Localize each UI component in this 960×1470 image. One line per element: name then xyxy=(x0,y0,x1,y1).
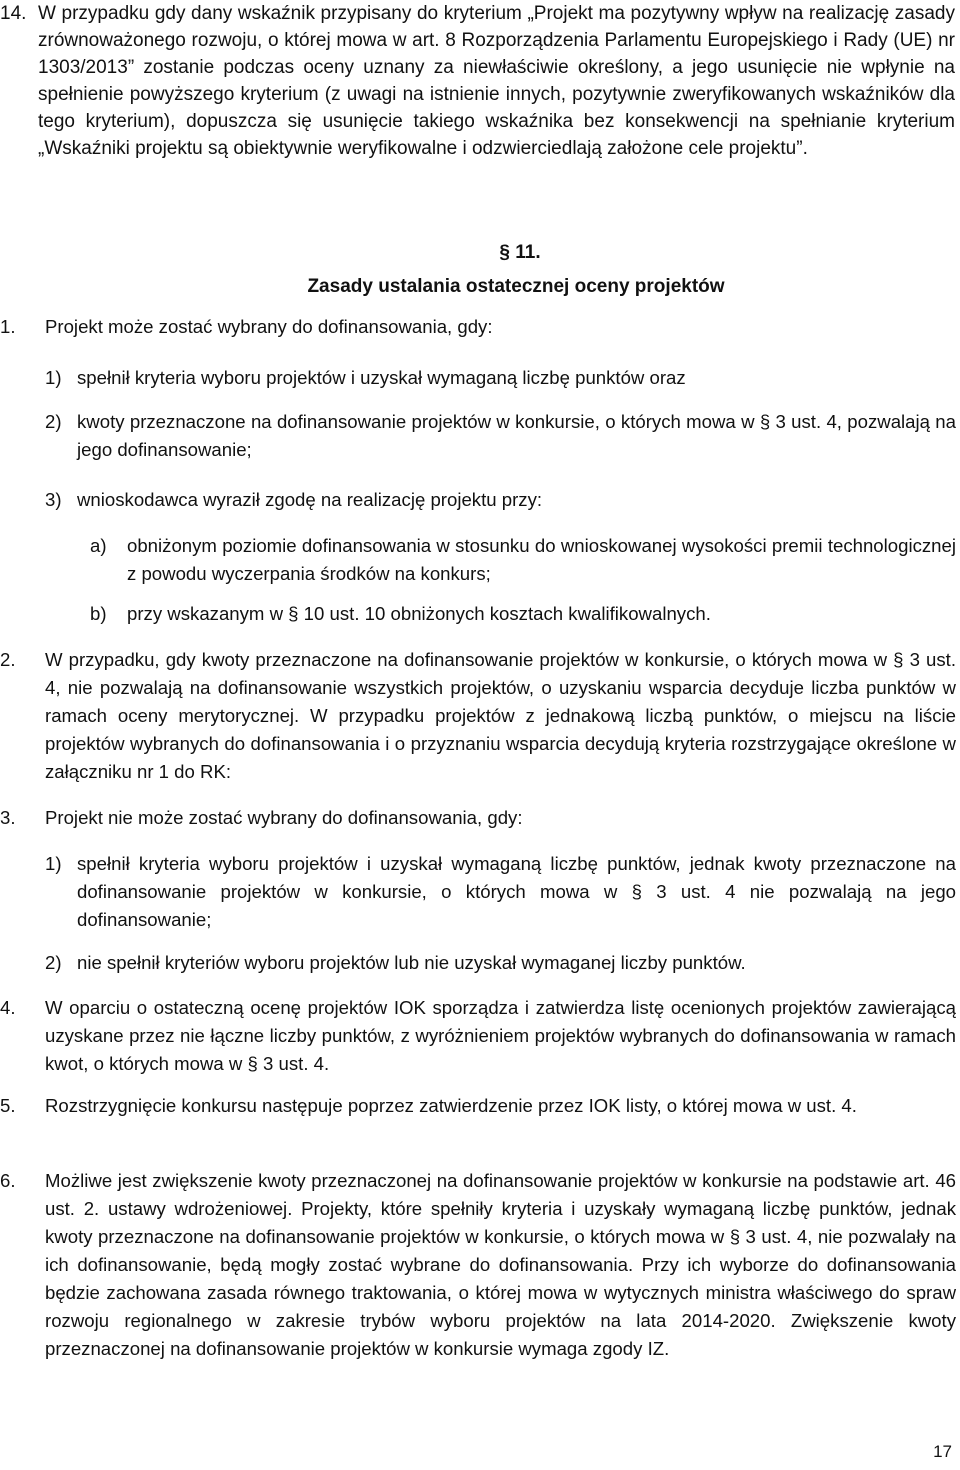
item-number: 2. xyxy=(0,649,16,670)
section-number: § 11. xyxy=(499,242,541,263)
list-item-3-2 xyxy=(45,949,956,977)
item-number: 2) xyxy=(45,411,62,432)
item-text: Projekt nie może zostać wybrany do dofinansowania, gdy: xyxy=(45,807,523,828)
item-text: Projekt może zostać wybrany do dofinansowania, gdy: xyxy=(45,316,493,337)
item-number: 1) xyxy=(45,367,62,388)
item-text: Możliwe jest zwiększenie kwoty przeznaczonej na dofinansowanie projektów w konkursie na podstawie art. 46 ust. 2. ustawy wdrożeniowej. Projekty, które spełniły kryteria i uzyskały wymaganą liczbę punktów, jednak kwoty przeznaczone na dofinansowanie projektów w konkursie, o których mowa w § 3 ust. 4, nie pozwalały na ich dofinansowanie, będą mogły zostać wybrane do dofinansowania. Przy ich wyborze do dofinansowania będzie zachowana zasada równego traktowania, o której mowa w wytycznych ministra właściwego do spraw rozwoju regionalnego w zakresie trybów wyboru projektów na lata 2014-2020. Zwiększenie kwoty przeznaczonej na dofinansowanie projektów w konkursie wymaga zgody IZ. xyxy=(45,1170,956,1359)
item-number: b) xyxy=(90,603,107,624)
list-item-2 xyxy=(0,646,956,786)
list-item-1 xyxy=(0,313,956,341)
page-number: 17 xyxy=(933,1442,952,1461)
item-number: 6. xyxy=(0,1170,16,1191)
item-number: 2) xyxy=(45,952,62,973)
item-number: 3) xyxy=(45,489,62,510)
item-text: W przypadku, gdy kwoty przeznaczone na dofinansowanie projektów w konkursie, o których mowa w § 3 ust. 4, nie pozwalają na dofinansowanie wszystkich projektów, o uzyskaniu wsparcia decyduje liczba punktów w ramach oceny merytorycznej. W przypadku projektów z jednakową liczbą punktów, o miejscu na liście projektów wybranych do dofinansowania i o przyznaniu wsparcia decydują kryteria rozstrzygające określone w załączniku nr 1 do RK: xyxy=(45,649,956,782)
item-number: 4. xyxy=(0,997,16,1018)
list-item-4 xyxy=(0,994,956,1078)
list-item-1-3-a xyxy=(90,532,956,588)
item-number: 1) xyxy=(45,853,62,874)
item-number: 1. xyxy=(0,316,16,337)
item-text: spełnił kryteria wyboru projektów i uzyskał wymaganą liczbę punktów oraz xyxy=(77,367,686,388)
list-item-1-3-b xyxy=(90,600,956,628)
paragraph-text: W przypadku gdy dany wskaźnik przypisany do kryterium „Projekt ma pozytywny wpływ na realizację zasady zrównoważonego rozwoju, o której mowa w art. 8 Rozporządzenia Parlamentu Europejskiego i Rady (UE) nr 1303/2013” zostanie podczas oceny uznany za niewłaściwie określony, a jego usunięcie nie wpłynie na spełnienie powyższego kryterium (z uwagi na istnienie innych, pozytywnie zweryfikowanych wskaźników dla tego kryterium), dopuszcza się usunięcie takiego wskaźnika bez konsekwencji na spełnianie kryterium „Wskaźniki projektu są obiektywnie weryfikowalne i odzwierciedlają założone cele projektu”. xyxy=(38,3,955,159)
item-text: spełnił kryteria wyboru projektów i uzyskał wymaganą liczbę punktów, jednak kwoty przeznaczone na dofinansowanie projektów w konkursie, o których mowa w § 3 ust. 4 nie pozwalają na jego dofinansowanie; xyxy=(77,853,956,930)
item-text: Rozstrzygnięcie konkursu następuje poprzez zatwierdzenie przez IOK listy, o której mowa w ust. 4. xyxy=(45,1095,857,1116)
item-number: 5. xyxy=(0,1095,16,1116)
item-number: a) xyxy=(90,535,107,556)
item-number: 3. xyxy=(0,807,16,828)
item-text: kwoty przeznaczone na dofinansowanie projektów w konkursie, o których mowa w § 3 ust. 4, pozwalają na jego dofinansowanie; xyxy=(77,411,956,460)
list-item-1-3 xyxy=(45,486,956,514)
paragraph-14 xyxy=(0,0,955,162)
list-item-1-1 xyxy=(45,364,956,392)
item-text: przy wskazanym w § 10 ust. 10 obniżonych kosztach kwalifikowalnych. xyxy=(127,603,711,624)
list-item-6 xyxy=(0,1167,956,1363)
item-text: W oparciu o ostateczną ocenę projektów IOK sporządza i zatwierdza listę ocenionych projektów zawierającą uzyskane przez nie łączne liczby punktów, z wyróżnieniem projektów wybranych do dofinansowania w ramach kwot, o których mowa w § 3 ust. 4. xyxy=(45,997,956,1074)
list-item-3-1 xyxy=(45,850,956,934)
paragraph-number: 14. xyxy=(0,3,27,24)
list-item-3 xyxy=(0,804,956,832)
item-text: nie spełnił kryteriów wyboru projektów lub nie uzyskał wymaganej liczby punktów. xyxy=(77,952,746,973)
list-item-1-2 xyxy=(45,408,956,464)
section-title: Zasady ustalania ostatecznej oceny projektów xyxy=(307,276,725,297)
item-text: wnioskodawca wyraził zgodę na realizację projektu przy: xyxy=(77,489,543,510)
list-item-5 xyxy=(0,1092,956,1120)
item-text: obniżonym poziomie dofinansowania w stosunku do wnioskowanej wysokości premii technologicznej z powodu wyczerpania środków na konkurs; xyxy=(127,535,956,584)
